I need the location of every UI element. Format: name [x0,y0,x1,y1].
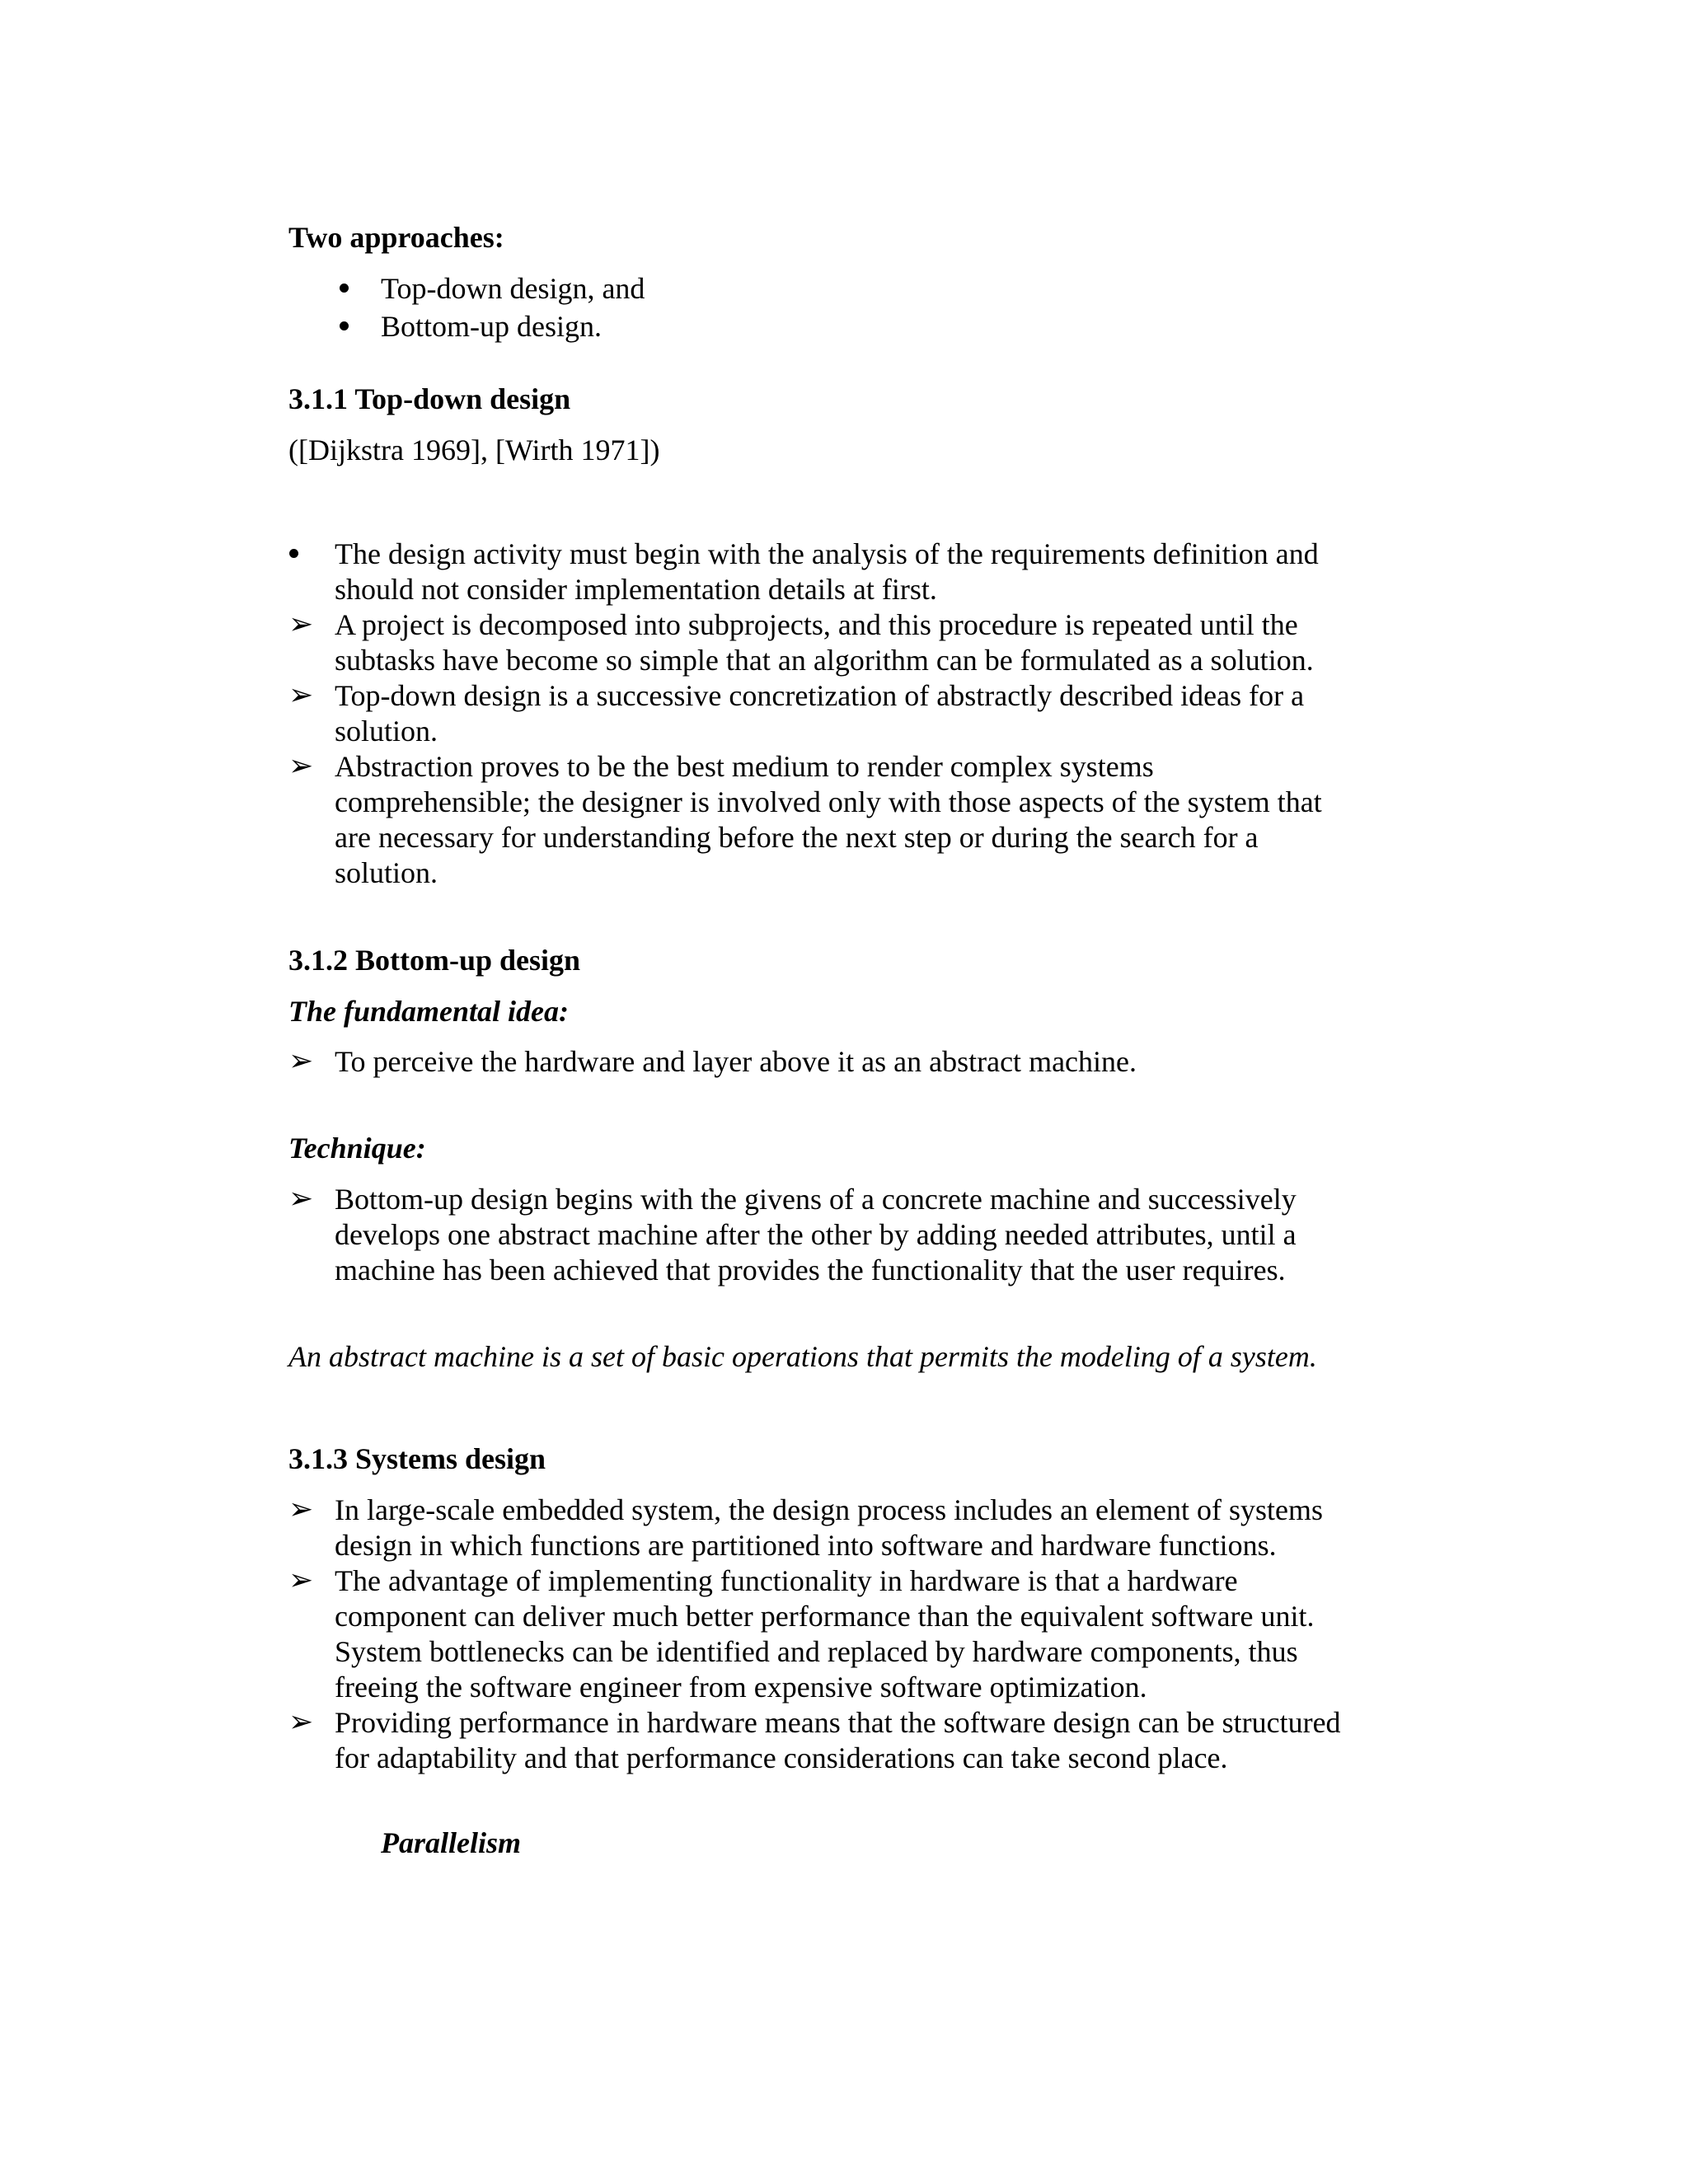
bottom-up-idea-line: To perceive the hardware and layer above it as an abstract machine. [335,1045,1137,1078]
technique-point-line: Bottom-up design begins with the givens of a concrete machine and successively [335,1183,1296,1216]
arrowhead-bullet-icon: ➢ [288,749,314,783]
arrowhead-bullet-icon: ➢ [288,1044,314,1078]
systems-point-line: freeing the software engineer from expensive software optimization. [335,1671,1147,1704]
section-heading-systems-design: 3.1.3 Systems design [288,1442,546,1475]
intro-heading: Two approaches: [288,221,504,254]
bullet-dot-icon [340,284,349,293]
systems-point-line: Providing performance in hardware means that the software design can be structured [335,1706,1341,1739]
subheading-technique: Technique: [288,1132,426,1165]
top-down-point-line: The design activity must begin with the analysis of the requirements definition and [335,537,1319,570]
systems-point-line: design in which functions are partitioned into software and hardware functions. [335,1529,1277,1562]
subheading-fundamental-idea: The fundamental idea: [288,995,569,1028]
systems-point-line: component can deliver much better performance than the equivalent software unit. [335,1600,1315,1633]
arrowhead-bullet-icon: ➢ [288,607,314,641]
top-down-point-line: Top-down design is a successive concretization of abstractly described ideas for a [335,679,1305,712]
top-down-point-line: are necessary for understanding before the next step or during the search for a [335,821,1259,854]
systems-point-line: System bottlenecks can be identified and replaced by hardware components, thus [335,1635,1298,1668]
intro-item: Top-down design, and [381,272,645,305]
arrowhead-bullet-icon: ➢ [288,678,314,712]
arrowhead-bullet-icon: ➢ [288,1493,314,1526]
top-down-point-line: should not consider implementation details at first. [335,573,937,606]
subheading-parallelism: Parallelism [381,1826,521,1859]
arrowhead-bullet-icon: ➢ [288,1563,314,1597]
top-down-point-line: Abstraction proves to be the best medium to render complex systems [335,750,1154,783]
intro-item: Bottom-up design. [381,310,602,343]
top-down-point-line: A project is decomposed into subprojects, and this procedure is repeated until the [335,608,1298,641]
citation: ([Dijkstra 1969], [Wirth 1971]) [288,434,660,466]
arrowhead-bullet-icon: ➢ [288,1705,314,1739]
top-down-point-line: solution. [335,715,438,748]
technique-point-line: machine has been achieved that provides the functionality that the user requires. [335,1254,1286,1286]
abstract-machine-definition: An abstract machine is a set of basic operations that permits the modeling of a system. [288,1340,1317,1373]
bullet-dot-icon [289,549,298,558]
systems-point-line: for adaptability and that performance considerations can take second place. [335,1741,1228,1774]
top-down-point-line: subtasks have become so simple that an algorithm can be formulated as a solution. [335,644,1314,677]
section-heading-top-down: 3.1.1 Top-down design [288,382,571,415]
section-heading-bottom-up: 3.1.2 Bottom-up design [288,944,581,977]
technique-point-line: develops one abstract machine after the other by adding needed attributes, until a [335,1218,1296,1251]
arrowhead-bullet-icon: ➢ [288,1182,314,1216]
bullet-dot-icon [340,321,349,330]
top-down-point-line: comprehensible; the designer is involved only with those aspects of the system that [335,785,1322,818]
systems-point-line: The advantage of implementing functionality in hardware is that a hardware [335,1564,1238,1597]
systems-point-line: In large-scale embedded system, the design process includes an element of systems [335,1493,1323,1526]
top-down-point-line: solution. [335,856,438,889]
